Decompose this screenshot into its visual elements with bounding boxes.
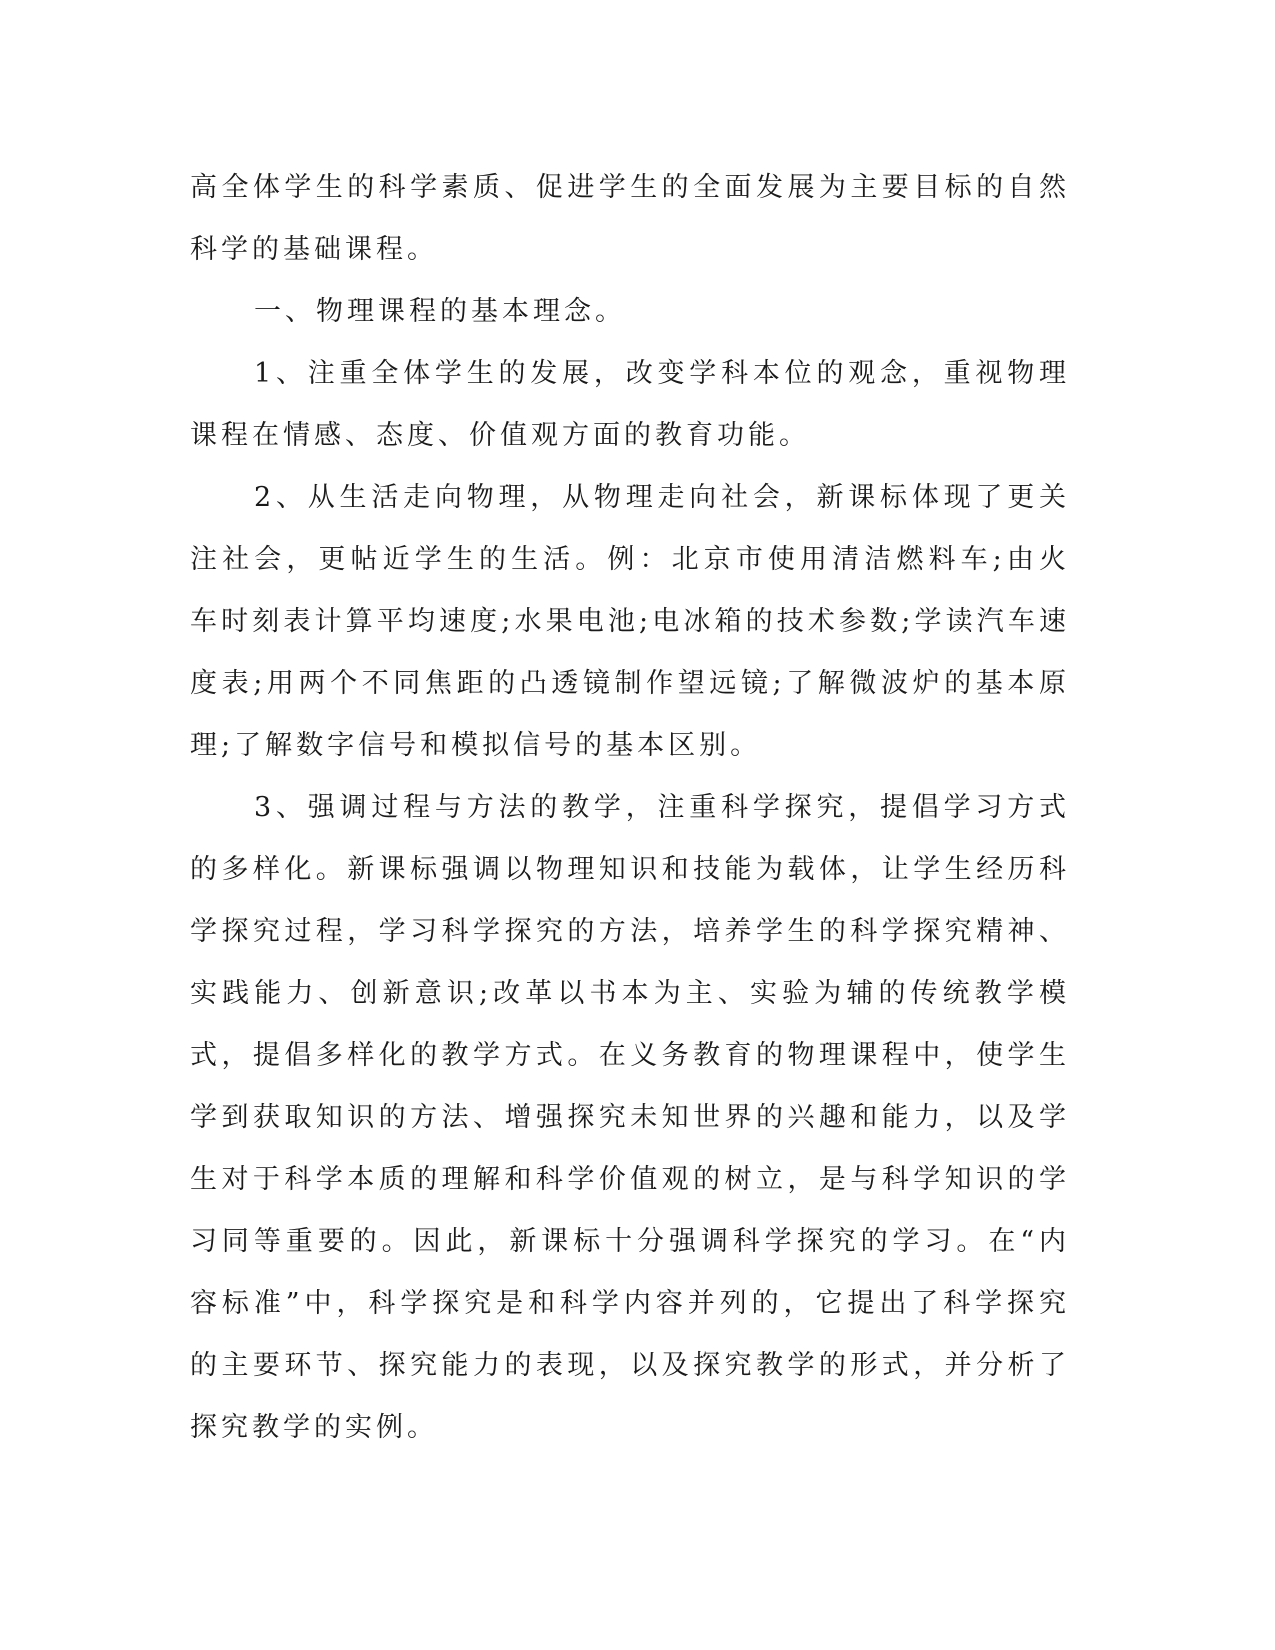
paragraph-course-definition: 高全体学生的科学素质、促进学生的全面发展为主要目标的自然科学的基础课程。 <box>190 172 1070 265</box>
document-body <box>190 157 1070 1459</box>
section-heading-basic-concepts: 一、物理课程的基本理念。 <box>254 296 626 327</box>
paragraph-point-3: 3、强调过程与方法的教学，注重科学探究，提倡学习方式的多样化。新课标强调以物理知识和技能为载体，让学生经历科学探究过程，学习科学探究的方法，培养学生的科学探究精神、实践能力、创新意识;改革以书本为主、实验为辅的传统教学模式，提倡多样化的教学方式。在义务教育的物理课程中，使学生学到获取知识的方法、增强探究未知世界的兴趣和能力，以及学生对于科学本质的理解和科学价值观的树立，是与科学知识的学习同等重要的。因此，新课标十分强调科学探究的学习。在“内容标准”中，科学探究是和科学内容并列的，它提出了科学探究的主要环节、探究能力的表现，以及探究教学的形式，并分析了探究教学的实例。 <box>190 792 1070 1443</box>
paragraph-point-2: 2、从生活走向物理，从物理走向社会，新课标体现了更关注社会，更帖近学生的生活。例：北京市使用清洁燃料车;由火车时刻表计算平均速度;水果电池;电冰箱的技术参数;学读汽车速度表;用两个不同焦距的凸透镜制作望远镜;了解微波炉的基本原理;了解数字信号和模拟信号的基本区别。 <box>190 482 1070 761</box>
paragraph-point-1: 1、注重全体学生的发展，改变学科本位的观念，重视物理课程在情感、态度、价值观方面的教育功能。 <box>190 358 1070 451</box>
